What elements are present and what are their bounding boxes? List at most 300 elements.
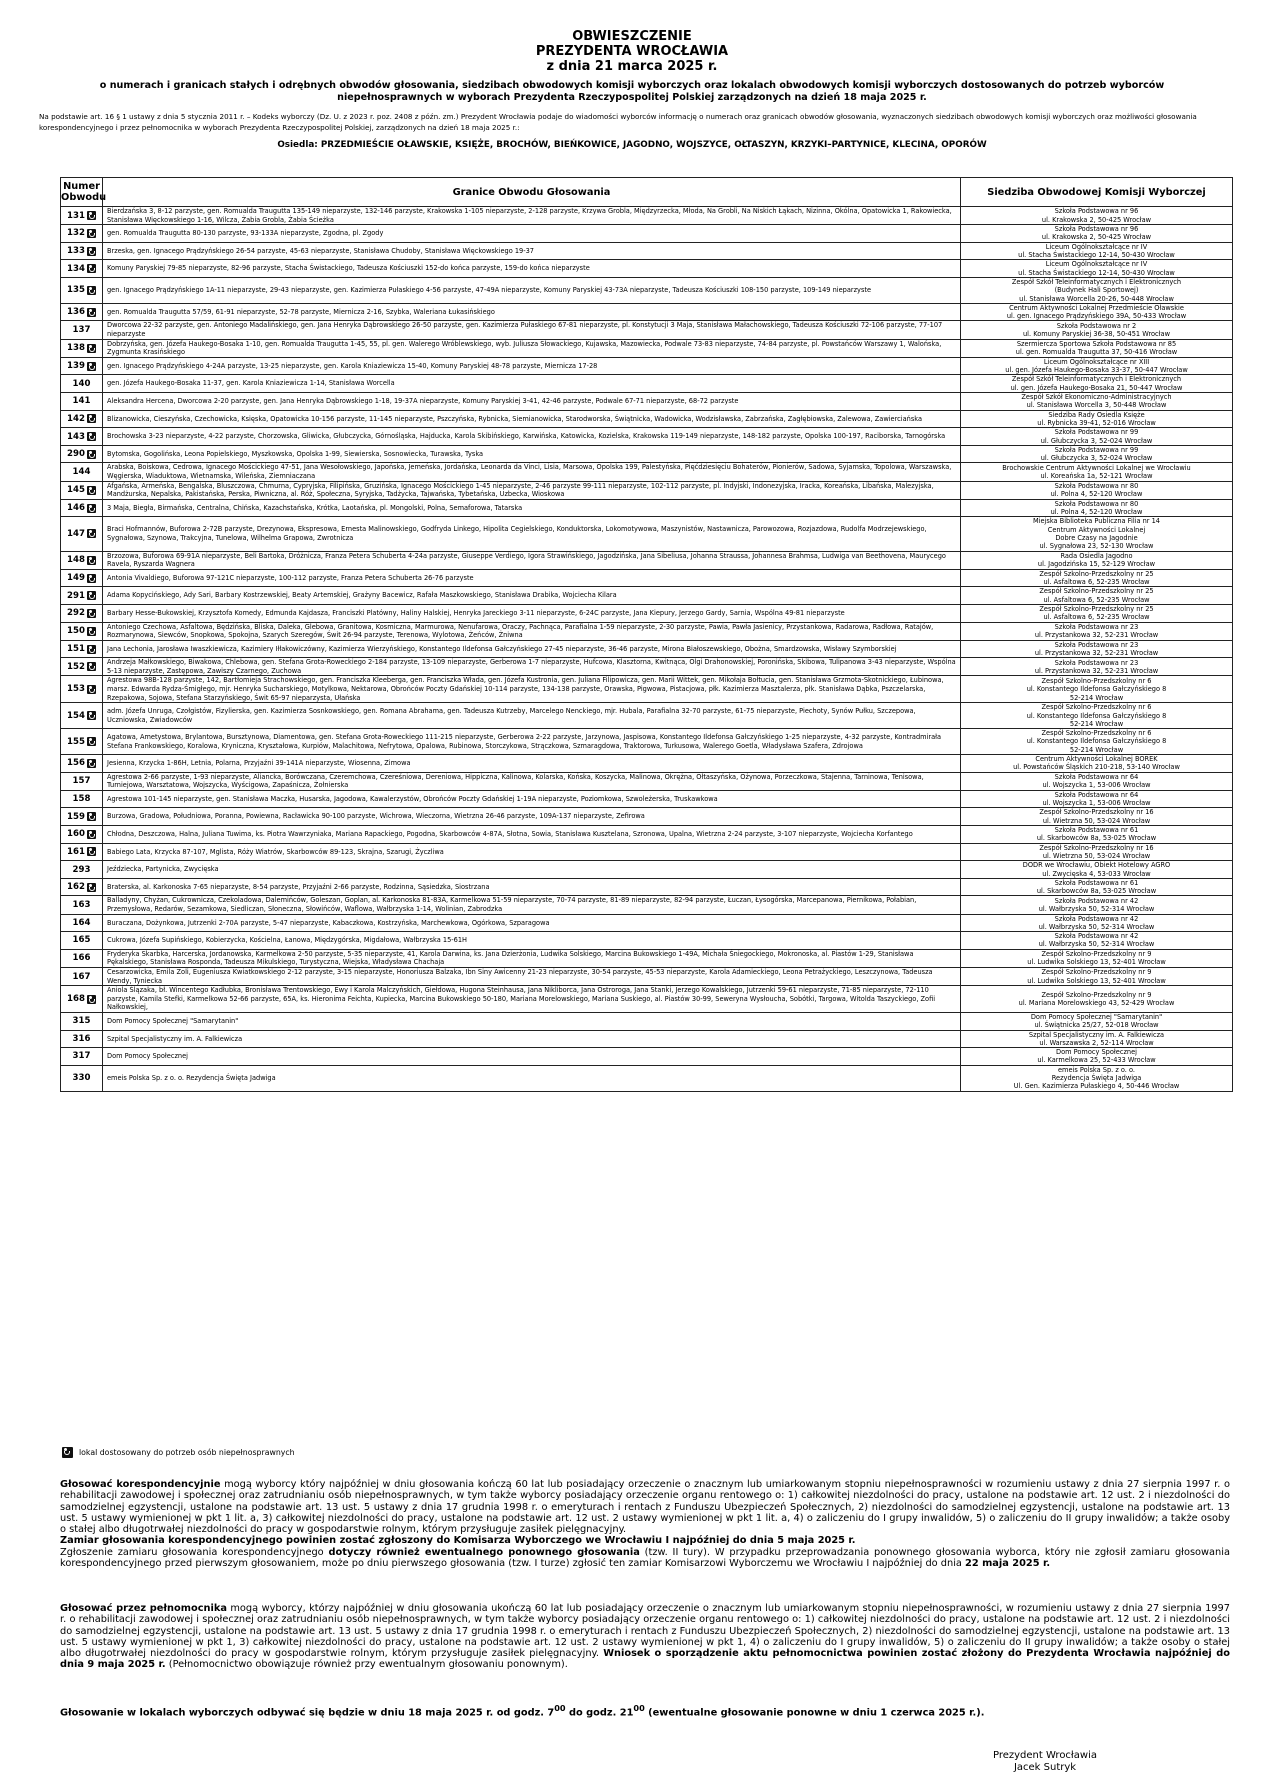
district-number-cell [61,703,103,729]
district-number-cell [61,949,103,967]
wheelchair-icon [87,286,96,295]
wheelchair-icon [87,627,96,636]
signature-title: Prezydent Wrocławia [992,1750,1097,1761]
commission-seat [961,499,1233,517]
district-number-cell [61,463,103,481]
seat-line: ul. Warszawska 2, 52-114 Wrocław [1039,1038,1154,1047]
postal-voting-deadline: Zamiar głosowania korespondencyjnego powinien zostać zgłoszony do Komisarza Wyborczego we Wrocławiu I najpóźniej do dnia 5 maja 2025 r. [60,1535,856,1547]
district-boundaries: Bierdzańska 3, 8-12 parzyste, gen. Romualda Traugutta 135-149 nieparzyste, 132-146 parzyste, Krakowska 1-105 nieparzyste, 2-128 parzyste, Krzywa Grobla, Międzyrzecka, Młoda, Na Grobli, Na Niskich Łąkach, Nizinna, Okólna, Opatowicka 1, Rakowiecka, Stanisława Więckowskiego 1-16, Wilcza, Żabia Grobla, Żabia Ścieżka [103,207,961,225]
postal-voting-paragraph [60,1479,1230,1569]
seat-line: Centrum Aktywności Lokalnej [1047,525,1146,534]
district-boundaries: Adama Kopycińskiego, Ady Sari, Barbary Kostrzewskiej, Beaty Artemskiej, Grażyny Bacewicz, Rafała Maszkowskiego, Stanisława Drabika, Wojciecha Kilara [103,587,961,605]
district-boundaries: Andrzeja Małkowskiego, Biwakowa, Chlebowa, gen. Stefana Grota-Roweckiego 2-184 parzyste, 13-109 nieparzyste, Gerberowa 1-7 nieparzyste, Hufcowa, Klasztorna, Kwitnąca, Olgi Drahonowskiej, Poronińska, Skibowa, Tulipanowa 3-43 nieparzyste, Wspólna 5-13 nieparzyste, Zastępowa, Zawiszy Czarnego, Zuchowa [103,658,961,676]
district-number: 141 [72,396,91,407]
commission-seat [961,878,1233,896]
wheelchair-icon [87,812,96,821]
district-number: 150 [67,626,85,637]
commission-seat [961,640,1233,658]
seat-line: Miejska Biblioteka Publiczna Filia nr 14 [1032,517,1161,526]
table-row [61,896,1233,914]
title-line-2: PREZYDENTA WROCŁAWIA [535,44,729,59]
districts-table [60,177,1233,1092]
seat-line: Liceum Ogólnokształcące nr IV [1045,260,1148,269]
seat-line: Zespół Szkół Ekonomiczno-Administracyjnych [1021,393,1172,402]
seat-line: (Budynek Hali Sportowej) [1054,286,1139,295]
wheelchair-icon [87,609,96,618]
seat-line: ul. gen. Romualda Traugutta 37, 50-416 Wrocław [1015,348,1178,357]
district-boundaries: Braci Hofmannów, Buforowa 2-72B parzyste, Drezynowa, Ekspresowa, Ernesta Malinowskiego, Godfryda Linkego, Hipolita Cegielskiego, Konduktorska, Lokomotywowa, Maszynistów, Nastawnicza, Parowozowa, Rozjazdowa, Rudolfa Modrzejewskiego, Sygnałowa, Szynowa, Trakcyjna, Tunelowa, Wilhelma Grapowa, Zwrotnicza [103,517,961,551]
seat-line: Szpital Specjalistyczny im. A. Falkiewicza [1028,1030,1165,1039]
wheelchair-icon [87,830,96,839]
voting-hours-sup-1: 00 [554,1703,566,1713]
district-number: 158 [72,794,91,805]
seat-line: Szkoła Podstawowa nr 80 [1054,499,1139,508]
seat-line: 52-214 Wrocław [1069,693,1124,702]
seat-line: Szkoła Podstawowa nr 23 [1054,640,1139,649]
seat-line: Zespół Szkolno-Przedszkolny nr 9 [1041,950,1152,959]
seat-line: ul. Wojszycka 1, 53-006 Wrocław [1042,799,1151,808]
district-number-cell [61,604,103,622]
district-number-cell [61,517,103,551]
table-row [61,321,1233,339]
district-number: 290 [67,449,85,460]
seat-line: DODR we Wrocławiu, Obiekt Hotelowy AGRO [1022,861,1171,870]
seat-line: ul. Karmelkowa 25, 52-433 Wrocław [1037,1056,1156,1065]
district-number-cell [61,339,103,357]
district-boundaries: Brzozowa, Buforowa 69-91A nieparzyste, Beli Bartoka, Dróżnicza, Franza Petera Schuberta 4-24a parzyste, Giuseppe Verdiego, Igora Strawińskiego, Jagodzińska, Jana Sibeliusa, Johanna Straussa, Johannesa Brahmsa, Ludwiga van Beethovena, Maurycego Ravela, Ryszarda Wagnera [103,551,961,569]
district-number-cell [61,755,103,773]
district-number-cell [61,393,103,411]
seat-line: Szkoła Podstawowa nr 61 [1054,878,1139,887]
district-boundaries: Brochowska 3-23 nieparzyste, 4-22 parzyste, Chorzowska, Gliwicka, Głubczycka, Górnośląska, Hajducka, Karola Skibińskiego, Karwińska, Katowicka, Kozielska, Krakowska 119-149 nieparzyste, 148-182 parzyste, Opolska 100-197, Raciborska, Tarnogórska [103,428,961,446]
district-number-cell [61,658,103,676]
table-row [61,755,1233,773]
commission-seat [961,949,1233,967]
commission-seat [961,703,1233,729]
seat-line: Ul. Gen. Kazimierza Pułaskiego 4, 50-446 Wrocław [1013,1082,1180,1091]
seat-line: ul. Wietrzna 50, 53-024 Wrocław [1042,851,1151,860]
district-number: 133 [67,246,85,257]
postal-voting-heading: Głosować korespondencyjnie [60,1479,221,1490]
seat-line: Liceum Ogólnokształcące nr IV [1045,242,1148,251]
wheelchair-icon [87,529,96,538]
district-number: 167 [72,971,91,982]
table-row [61,357,1233,375]
district-number: 316 [72,1033,91,1044]
district-number: 168 [67,994,85,1005]
district-number: 163 [72,899,91,910]
commission-seat [961,225,1233,243]
wheelchair-icon [87,574,96,583]
commission-seat [961,481,1233,499]
wheelchair-icon [87,308,96,317]
seat-line: Szkoła Podstawowa nr 42 [1054,932,1139,941]
proxy-voting-deadline: Wniosek o sporządzenie aktu pełnomocnictwa powinien zostać złożony do Prezydenta Wrocławia najpóźniej do dnia 9 maja 2025 r. [60,1648,1230,1671]
table-row [61,826,1233,844]
wheelchair-icon [87,211,96,220]
table-row [61,604,1233,622]
seat-line: ul. Konstantego Ildefonsa Gałczyńskiego 8 [1026,737,1167,746]
table-row [61,260,1233,278]
district-boundaries: Dom Pomocy Społecznej [103,1048,961,1066]
district-boundaries: Barbary Hesse-Bukowskiej, Krzysztofa Komedy, Edmunda Kajdasza, Franciszki Platówny, Haliny Halskiej, Henryka Jareckiego 3-11 nieparzyste, 6-24C parzyste, Jana Kiepury, Jerzego Gardy, Sarnia, Wspólna 49-81 nieparzyste [103,604,961,622]
district-number: 137 [72,325,91,336]
seat-line: Liceum Ogólnokształcące nr XIII [1043,357,1150,366]
wheelchair-icon [62,1447,73,1458]
seat-line: Szkoła Podstawowa nr 42 [1054,914,1139,923]
district-number-cell [61,878,103,896]
col-header-number: Numer Obwodu [61,178,103,207]
seat-line: Zespół Szkolno-Przedszkolny nr 16 [1039,808,1154,817]
commission-seat [961,1065,1233,1091]
district-boundaries: gen. Józefa Haukego-Bosaka 11-37, gen. Karola Kniaziewicza 1-14, Stanisława Worcella [103,375,961,393]
voting-hours-a: Głosowanie w lokalach wyborczych odbywać się będzie w dniu 18 maja 2025 r. od godz. 7 [60,1707,555,1719]
district-number: 142 [67,413,85,424]
commission-seat [961,445,1233,463]
commission-seat [961,826,1233,844]
district-number-cell [61,826,103,844]
district-number-cell [61,861,103,879]
district-boundaries: Brzeska, gen. Ignacego Prądzyńskiego 26-54 parzyste, 45-63 nieparzyste, Stanisława Chudoby, Stanisława Więckowskiego 19-37 [103,242,961,260]
district-boundaries: Szpital Specjalistyczny im. A. Falkiewicza [103,1030,961,1048]
commission-seat [961,463,1233,481]
table-row [61,303,1233,321]
district-number-cell [61,375,103,393]
table-row [61,375,1233,393]
seat-line: ul. gen. Ignacego Prądzyńskiego 39A, 50-433 Wrocław [1006,312,1187,321]
seat-line: ul. Przystankowa 32, 52-231 Wrocław [1034,631,1159,640]
seat-line: ul. Ludwika Solskiego 13, 52-401 Wrocław [1027,976,1166,985]
district-number-cell [61,357,103,375]
table-row [61,207,1233,225]
district-boundaries: gen. Romualda Traugutta 57/59, 61-91 nieparzyste, 52-78 parzyste, Miernicza 2-16, Szybka, Waleriana Łukasińskiego [103,303,961,321]
seat-line: ul. Ludwika Solskiego 13, 52-401 Wrocław [1027,958,1166,967]
table-row [61,587,1233,605]
table-row [61,1048,1233,1066]
col-header-seat: Siedziba Obwodowej Komisji Wyborczej [961,178,1233,207]
district-number: 143 [67,431,85,442]
district-number-cell [61,1065,103,1091]
district-boundaries: Aniola Ślązaka, bł. Wincentego Kadłubka, Bronisława Trentowskiego, Ewy i Karola Malczyńskich, Giełdowa, Hugona Steinhausa, Jana Nikliborca, Jana Ostroroga, Jana Stanki, Jerzego Kowalskiego, Jutrzenki 59-61 nieparzyste, 71-85 nieparzyste, 72-110 parzyste, Kamila Stefki, Karmelkowa 52-66 parzyste, 65A, ks. Hieronima Feichta, Kupiecka, Marcina Bukowskiego 50-180, Mariana Morelowskiego, Mariana Suskiego, al. Piastów 30-99, Seweryna Wysłoucha, Sobótki, Targowa, Witolda Taszyckiego, Zofii Nałkowskiej, [103,986,961,1013]
table-row [61,640,1233,658]
district-boundaries: Dobrzyńska, gen. Józefa Haukego-Bosaka 1-10, gen. Romualda Traugutta 1-45, 55, pl. gen. Walerego Wróblewskiego, wyb. Juliusza Słowackiego, Kujawska, Mazowiecka, Podwale 73-83 nieparzyste, 74-84 parzyste, pl. Powstańców Warszawy 1, Walońska, Zygmunta Krasińskiego [103,339,961,357]
district-number: 293 [72,864,91,875]
commission-seat [961,861,1233,879]
table-row [61,339,1233,357]
district-number-cell [61,932,103,950]
wheelchair-icon [87,229,96,238]
district-number: 149 [67,573,85,584]
table-row [61,949,1233,967]
wheelchair-icon [87,414,96,423]
seat-line: ul. Zwycięska 4, 53-033 Wrocław [1042,869,1151,878]
seat-line: ul. Przystankowa 32, 52-231 Wrocław [1034,649,1159,657]
table-row [61,967,1233,985]
district-number-cell [61,843,103,861]
commission-seat [961,772,1233,790]
commission-seat [961,1048,1233,1066]
seat-line: ul. Świątnicka 25/27, 52-018 Wrocław [1034,1021,1159,1030]
seat-line: 52-214 Wrocław [1069,745,1124,754]
commission-seat [961,1012,1233,1030]
table-row [61,463,1233,481]
wheelchair-icon [87,556,96,565]
seat-line: Szkoła Podstawowa nr 64 [1054,772,1139,781]
district-number-cell [61,260,103,278]
district-boundaries: 3 Maja, Biegła, Birmańska, Centralna, Chińska, Kazachstańska, Krótka, Laotańska, pl. Mongolski, Polna, Semaforowa, Tatarska [103,499,961,517]
table-row [61,622,1233,640]
seat-line: Szkoła Podstawowa nr 80 [1054,481,1139,490]
seat-line: ul. Konstantego Ildefonsa Gałczyńskiego 8 [1026,711,1167,720]
commission-seat [961,303,1233,321]
district-number: 152 [67,661,85,672]
commission-seat [961,321,1233,339]
district-boundaries: Babiego Lata, Krzycka 87-107, Mglista, Róży Wiatrów, Skarbowców 89-123, Skrajna, Szarugi, Życzliwa [103,843,961,861]
wheelchair-icon [87,486,96,495]
table-row [61,428,1233,446]
seat-line: ul. Stacha Świstackiego 12-14, 50-430 Wrocław [1018,251,1175,260]
table-row [61,393,1233,411]
table-row [61,1065,1233,1091]
table-row [61,729,1233,755]
wheelchair-icon [87,759,96,768]
commission-seat [961,260,1233,278]
district-number-cell [61,410,103,428]
district-boundaries: Antonia Vivaldiego, Buforowa 97-121C nieparzyste, 100-112 parzyste, Franza Petera Schuberta 26-76 parzyste [103,569,961,587]
district-boundaries: Agrestowa 98B-128 parzyste, 142, Bartłomieja Strachowskiego, gen. Franciszka Kleeberga, gen. Franciszka Włada, gen. Józefa Kustronia, gen. Juliana Filipowicza, gen. Marii Wittek, gen. Mikołaja Bołtucia, gen. Stanisława Grzmota-Skotnickiego, Łubinowa, marsz. Edwarda Rydza-Śmigłego, mjr. Henryka Sucharskiego, Motylkowa, Nektarowa, Obrońców Poczty Gdańskiej 10-114 parzyste, 134-138 parzyste, Orawska, Pigwowa, Pistacjowa, płk. Kazimierza Masztalerza, płk. Stanisława Dąbka, Pszczelarska, Rzepakowa, Sojowa, Stefana Starzyńskiego, Świt 65-97 nieparzysta, Ułańska [103,676,961,703]
district-number: 144 [72,466,91,477]
seat-line: ul. Wałbrzyska 50, 52-314 Wrocław [1038,922,1155,931]
district-number: 147 [67,528,85,539]
seat-line: ul. Wojszycka 1, 53-006 Wrocław [1042,781,1151,790]
seat-line: ul. Powstańców Śląskich 210-218, 53-140 Wrocław [1013,763,1180,772]
district-number-cell [61,277,103,303]
district-number-cell [61,1012,103,1030]
commission-seat [961,932,1233,950]
proxy-voting-heading: Głosować przez pełnomocnika [60,1603,227,1614]
commission-seat [961,242,1233,260]
district-number-cell [61,622,103,640]
seat-line: ul. Krakowska 2, 50-425 Wrocław [1041,233,1152,242]
table-row [61,242,1233,260]
district-boundaries: Jeździecka, Partynicka, Zwycięska [103,861,961,879]
seat-line: Zespół Szkolno-Przedszkolny nr 16 [1039,843,1154,852]
wheelchair-icon [87,450,96,459]
district-boundaries: Braterska, al. Karkonoska 7-65 nieparzyste, 8-54 parzyste, Przyjaźni 2-66 parzyste, Rodzinna, Sąsiedzka, Siostrzana [103,878,961,896]
district-number: 131 [67,210,85,221]
seat-line: ul. Koreańska 1a, 52-121 Wrocław [1040,471,1153,480]
seat-line: ul. Skarbowców 8a, 53-025 Wrocław [1036,887,1157,896]
seat-line: Siedziba Rady Osiedla Księże [1048,410,1145,419]
district-boundaries: Cukrowa, Józefa Supińskiego, Kobierzycka, Kościelna, Łanowa, Międzygórska, Migdałowa, Wałbrzyska 15-61H [103,932,961,950]
table-row [61,517,1233,551]
table-row [61,676,1233,703]
seat-line: Szkoła Podstawowa nr 2 [1056,321,1137,330]
district-boundaries: Dom Pomocy Społecznej "Samarytanin" [103,1012,961,1030]
voting-hours-c: (ewentualne głosowanie ponowne w dniu 1 czerwca 2025 r.). [644,1707,985,1719]
seat-line: Szkoła Podstawowa nr 99 [1054,428,1139,437]
wheelchair-icon [87,432,96,441]
seat-line: Dobre Czasy na Jagodnie [1055,533,1138,542]
document-page [0,0,1264,150]
table-row [61,790,1233,808]
district-boundaries: Aleksandra Hercena, Dworcowa 2-20 parzyste, gen. Jana Henryka Dąbrowskiego 1-18, 19-37A nieparzyste, Komuny Paryskiej 3-41, 42-46 parzyste, Podwale 67-71 nieparzyste, 68-72 parzyste [103,393,961,411]
district-number-cell [61,587,103,605]
district-boundaries: Balladyny, Chyżan, Cukrownicza, Czekoladowa, Dalemińców, Goleszan, Goplan, al. Karkonoska 81-83A, Karmelkowa 51-59 nieparzyste, 70-74 parzyste, 81-89 nieparzyste, 82-94 parzyste, Łuczan, Łysogórska, Marcepanowa, Piernikowa, Połabian, Przemysłowa, Redarów, Sezamkowa, Siedliczan, Słoneczna, Słowińców, Waflowa, Wałbrzyska 1-14, Wolinian, Zabrodzka [103,896,961,914]
district-boundaries: gen. Romualda Traugutta 80-130 parzyste, 93-133A nieparzyste, Zgodna, pl. Zgody [103,225,961,243]
district-number: 151 [67,644,85,654]
seat-line: Dom Pomocy Społecznej [1056,1048,1137,1057]
legend-text: lokal dostosowany do potrzeb osób niepełnosprawnych [79,1448,295,1457]
seat-line: ul. Rybnicka 39-41, 52-016 Wrocław [1037,418,1156,427]
district-number-cell [61,242,103,260]
district-number-cell [61,551,103,569]
seat-line: Szermiercza Sportowa Szkoła Podstawowa nr 85 [1016,339,1177,348]
commission-seat [961,428,1233,446]
district-number: 164 [72,917,91,928]
seat-line: Zespół Szkolno-Przedszkolny nr 9 [1041,990,1152,999]
district-boundaries: Agatowa, Ametystowa, Brylantowa, Bursztynowa, Diamentowa, gen. Stefana Grota-Roweckiego 111-215 nieparzyste, Gerberowa 2-22 parzyste, Jarzynowa, Jaspisowa, Konstantego Ildefonsa Gałczyńskiego 1-25 nieparzyste, 4-32 parzyste, Kontradmirała Stefana Frankowskiego, Koralowa, Kryniczna, Kryształowa, Kurpiów, Malachitowa, Nefrytowa, Opalowa, Rubinowa, Storczykowa, Strączkowa, Szmaragdowa, Traktorowa, Turkusowa, Walerego Goetla, Władysława Szafera, Zdrojowa [103,729,961,755]
commission-seat [961,843,1233,861]
proxy-voting-paragraph [60,1603,1230,1671]
wheelchair-icon [87,264,96,273]
subtitle: o numerach i granicach stałych i odrębnych obwodów głosowania, siedzibach obwodowych komisji wyborczych oraz lokalach obwodowych komisji wyborczych dostosowanych do potrzeb wyborców niepełnosprawnych w wyborach Prezydenta Rzeczypospolitej Polskiej zarządzonych na dzień 18 maja 2025 r. [99,80,1165,103]
wheelchair-icon [87,591,96,600]
seat-line: 52-214 Wrocław [1069,719,1124,728]
wheelchair-icon [87,362,96,371]
district-number-cell [61,428,103,446]
district-number: 148 [67,555,85,566]
seat-line: ul. Jagodzińska 15, 52-129 Wrocław [1037,560,1156,569]
wheelchair-icon [87,737,96,746]
district-number: 159 [67,811,85,822]
commission-seat [961,914,1233,932]
seat-line: ul. Krakowska 2, 50-425 Wrocław [1041,215,1152,224]
district-number: 140 [72,378,91,389]
voting-hours-paragraph [60,1703,1230,1719]
seat-line: Szkoła Podstawowa nr 61 [1054,826,1139,835]
signature [992,1750,1098,1774]
table-row [61,878,1233,896]
district-number-cell [61,303,103,321]
commission-seat [961,569,1233,587]
seat-line: ul. Polna 4, 52-120 Wrocław [1050,490,1143,499]
table-row [61,481,1233,499]
table-row [61,445,1233,463]
district-number: 165 [72,935,91,946]
table-row [61,1012,1233,1030]
seat-line: ul. Skarbowców 8a, 53-025 Wrocław [1036,834,1157,843]
seat-line: Zespół Szkolno-Przedszkolny nr 6 [1041,703,1152,712]
seat-line: ul. gen. Józefa Haukego-Bosaka 21, 50-447 Wrocław [1010,383,1183,392]
commission-seat [961,207,1233,225]
district-number-cell [61,225,103,243]
table-row [61,772,1233,790]
seat-line: Szkoła Podstawowa nr 96 [1054,225,1139,234]
commission-seat [961,393,1233,411]
table-row [61,658,1233,676]
commission-seat [961,517,1233,551]
table-row [61,986,1233,1013]
header [0,29,1264,150]
seat-line: ul. Wałbrzyska 50, 52-314 Wrocław [1038,904,1155,913]
seat-line: ul. Asfaltowa 6, 52-235 Wrocław [1043,595,1150,604]
title-date: z dnia 21 marca 2025 r. [546,59,718,74]
district-number: 155 [67,736,85,747]
district-boundaries: Bytomska, Gogolińska, Leona Popielskiego, Myszkowska, Opolska 1-99, Siewierska, Sosnowiecka, Turawska, Tyska [103,445,961,463]
district-boundaries: Burzowa, Gradowa, Południowa, Poranna, Powiewna, Racławicka 90-100 parzyste, Wichrowa, Wieczorna, Wietrzna 26-46 parzyste, 109A-137 nieparzyste, Zefirowa [103,808,961,826]
wheelchair-icon [87,995,96,1004]
district-number: 138 [67,343,85,354]
district-number-cell [61,1030,103,1048]
postal-voting-deadline-2: 22 maja 2025 r. [965,1558,1051,1570]
postal-voting-text-2a: Zgłoszenie zamiaru głosowania korespondencyjnego [60,1546,329,1558]
district-number-cell [61,896,103,914]
postal-voting-note: dotyczy również ewentualnego ponownego głosowania [328,1546,640,1558]
commission-seat [961,604,1233,622]
seat-line: ul. Asfaltowa 6, 52-235 Wrocław [1043,578,1150,587]
seat-line: Szkoła Podstawowa nr 42 [1054,896,1139,905]
seat-line: Rezydencja Święta Jadwiga [1051,1074,1142,1082]
table-row [61,499,1233,517]
commission-seat [961,277,1233,303]
seat-line: Szkoła Podstawowa nr 23 [1054,622,1139,631]
district-number-cell [61,808,103,826]
seat-line: Zespół Szkolno-Przedszkolny nr 25 [1039,569,1154,578]
district-number-cell [61,1048,103,1066]
district-number: 160 [67,829,85,840]
seat-line: Brochowskie Centrum Aktywności Lokalnej we Wrocławiu [1002,463,1191,472]
commission-seat [961,410,1233,428]
seat-line: ul. Stanisława Worcella 20-26, 50-448 Wrocław [1019,294,1174,303]
seat-line: Zespół Szkolno-Przedszkolny nr 25 [1039,587,1154,596]
district-number: 291 [67,590,85,601]
seat-line: Zespół Szkolno-Przedszkolny nr 6 [1041,676,1152,685]
district-boundaries: Cesarzowicka, Emila Zoli, Eugeniusza Kwiatkowskiego 2-12 parzyste, 3-15 nieparzyste, Honoriusza Balzaka, Ibn Siny Awicenny 21-23 nieparzyste, 30-54 parzyste, 45-53 nieparzyste, Karola Adamieckiego, Leona Petrażyckiego, Leszczynowa, Tadeusza Wendy, Tyniecka [103,967,961,985]
seat-line: ul. Konstantego Ildefonsa Gałczyńskiego 8 [1026,685,1167,694]
district-boundaries: gen. Ignacego Prądzyńskiego 1A-11 nieparzyste, 29-43 nieparzyste, gen. Kazimierza Pułaskiego 4-56 parzyste, 47-49A nieparzyste, Komuny Paryskiej 43-73A nieparzyste, Tadeusza Kościuszki 108-150 parzyste, 109-149 nieparzyste [103,277,961,303]
table-row [61,1030,1233,1048]
commission-seat [961,896,1233,914]
district-number-cell [61,914,103,932]
commission-seat [961,808,1233,826]
table-row [61,569,1233,587]
commission-seat [961,967,1233,985]
voting-hours-sup-2: 00 [633,1703,645,1713]
district-number-cell [61,321,103,339]
district-number: 154 [67,710,85,721]
table-row [61,843,1233,861]
commission-seat [961,587,1233,605]
commission-seat [961,729,1233,755]
wheelchair-icon [87,645,96,654]
legend [62,1447,295,1458]
proxy-voting-text-2: (Pełnomocnictwo obowiązuje również przy ewentualnym głosowaniu ponownym). [165,1659,568,1671]
commission-seat [961,551,1233,569]
seat-line: ul. Stanisława Worcella 3, 50-448 Wrocław [1026,401,1167,410]
district-number: 156 [67,758,85,769]
seat-line: Szkoła Podstawowa nr 64 [1054,790,1139,799]
district-boundaries: gen. Ignacego Prądzyńskiego 4-24A parzyste, 13-25 nieparzyste, gen. Karola Kniaziewicza 15-40, Komuny Paryskiej 48-78 parzyste, Miernicza 17-28 [103,357,961,375]
commission-seat [961,339,1233,357]
table-header-row [61,178,1233,207]
district-boundaries: Agrestowa 101-145 nieparzyste, gen. Stanisława Maczka, Husarska, Jagodowa, Kawalerzystów, Obrońców Poczty Gdańskiej 1-19A nieparzyste, Poziomkowa, Szwoleżerska, Truskawkowa [103,790,961,808]
district-boundaries: Chłodna, Deszczowa, Halna, Juliana Tuwima, ks. Piotra Wawrzyniaka, Mariana Rapackiego, Pogodna, Skarbowców 4-87A, Słotna, Sowia, Stanisława Kusztelana, Szronowa, Upalna, Wietrzna 2-24 parzyste, 3-107 nieparzyste, Wojciecha Korfantego [103,826,961,844]
seat-line: ul. Głubczycka 3, 52-024 Wrocław [1040,436,1153,445]
district-number: 136 [67,307,85,318]
seat-line: Zespół Szkolno-Przedszkolny nr 9 [1041,968,1152,977]
district-boundaries: Antoniego Czechowa, Asfaltowa, Będzińska, Bliska, Daleka, Glebowa, Granitowa, Kosmiczna, Marmurowa, Nenufarowa, Oraczy, Pachnąca, Parafialna 1-59 nieparzyste, 2-30 parzyste, Pawia, Pawła Jasienicy, Przystankowa, Radarowa, Radłowa, Ratajów, Rozmarynowa, Siewców, Snopkowa, Spokojna, Szarych Szeregów, Świt 26-94 parzyste, Terenowa, Wylotowa, Żeńców, Żniwna [103,622,961,640]
